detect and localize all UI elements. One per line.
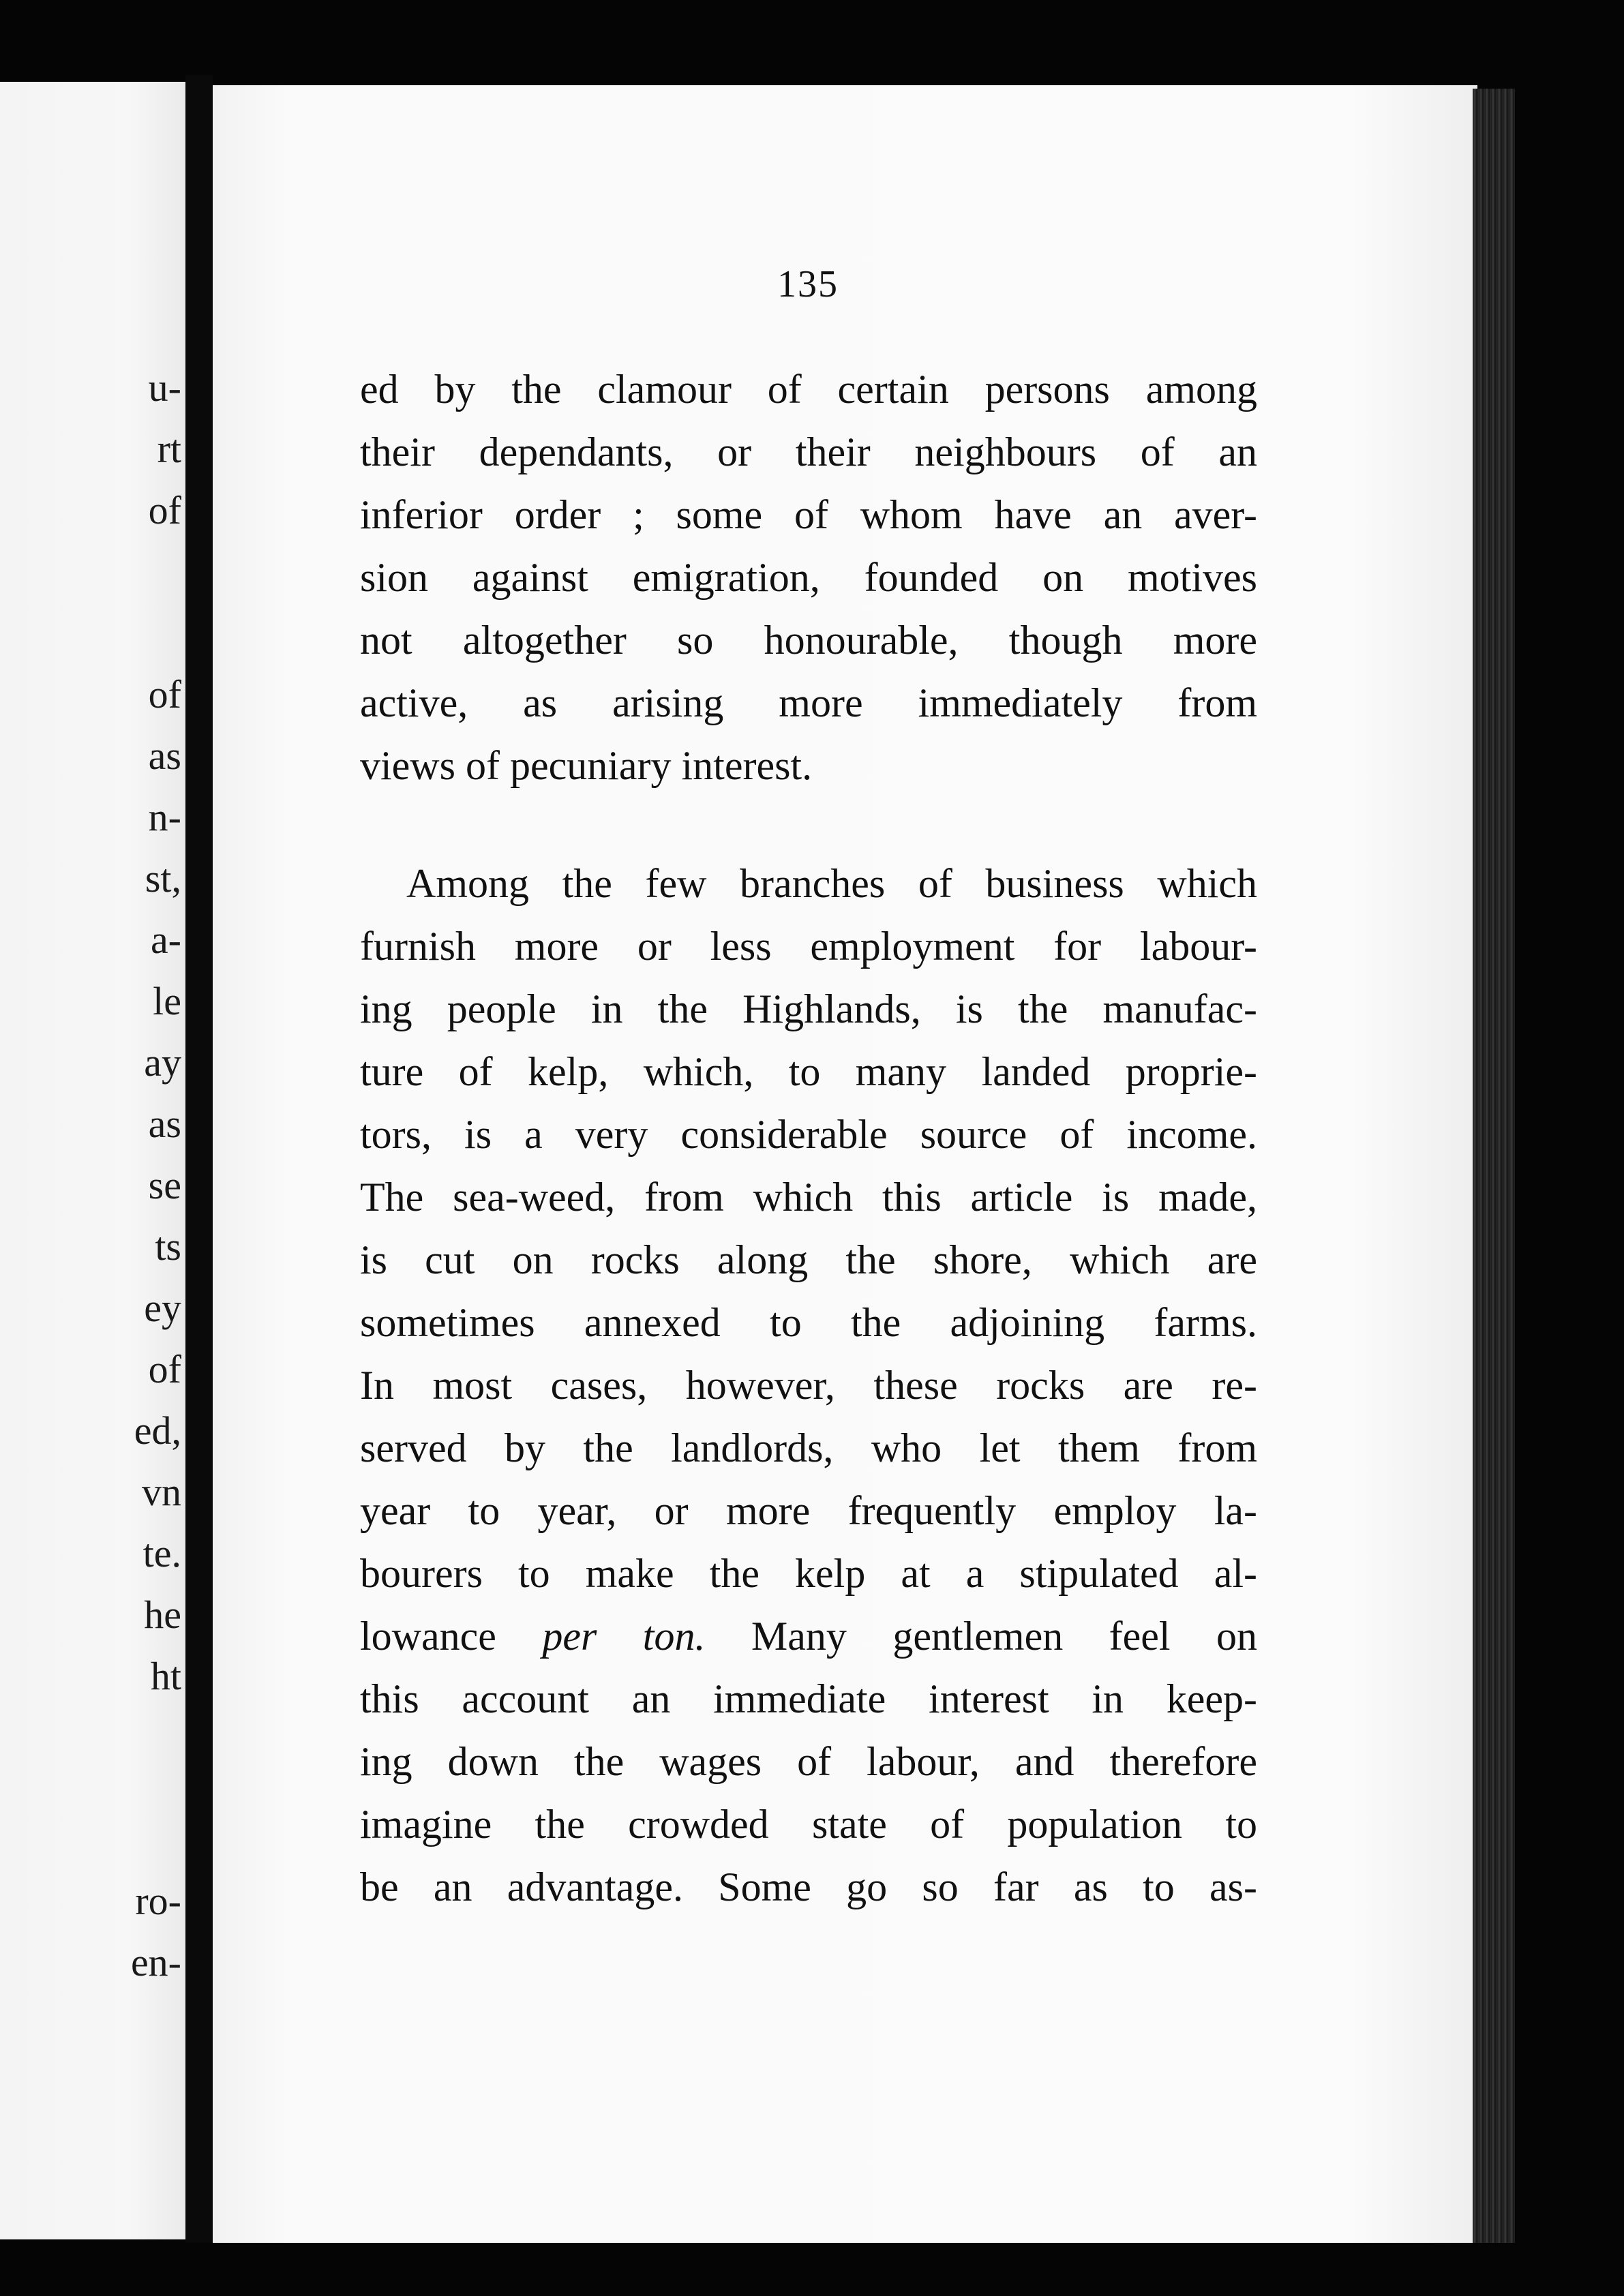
left-page-fragment: of: [148, 672, 181, 716]
paragraph-1: [360, 358, 1257, 797]
text-line: inferior order ; some of whom have an aver-: [360, 492, 1257, 537]
left-page-fragment: ht: [150, 1654, 181, 1698]
text-line: sion against emigration, founded on motives: [360, 555, 1257, 600]
text-fragment: lowance: [360, 1614, 496, 1659]
left-page-fragment: ts: [155, 1224, 181, 1269]
text-line: served by the landlords, who let them from: [360, 1425, 1257, 1470]
left-page-fragment: vn: [142, 1470, 181, 1514]
text-line: this account an immediate interest in keep-: [360, 1676, 1257, 1721]
left-page-fragment: ed,: [134, 1408, 181, 1453]
text-line: Among the few branches of business which: [406, 861, 1257, 906]
text-line: views of pecuniary interest.: [360, 743, 813, 788]
left-page-fragment: te.: [142, 1531, 181, 1575]
scan-background-bottom: [0, 2243, 1624, 2296]
scan-background-right: [1515, 0, 1624, 2296]
left-page-fragment: ay: [144, 1040, 181, 1085]
left-page-fragment: se: [148, 1163, 181, 1207]
text-line: their dependants, or their neighbours of an: [360, 429, 1257, 474]
text-line: furnish more or less employment for labour-: [360, 924, 1257, 969]
left-page-fragment: u-: [148, 365, 181, 410]
text-line: sometimes annexed to the adjoining farms.: [360, 1300, 1257, 1345]
left-page-fragment: he: [144, 1592, 181, 1637]
text-line: imagine the crowded state of population to: [360, 1802, 1257, 1847]
left-page-fragment: rt: [157, 427, 181, 471]
text-line: active, as arising more immediately from: [360, 680, 1257, 725]
left-page-fragment: n-: [148, 795, 181, 839]
left-page-fragment: of: [148, 1347, 181, 1391]
text-line: ed by the clamour of certain persons among: [360, 367, 1257, 412]
left-page-fragment: ro-: [135, 1879, 181, 1923]
paragraph-2: [360, 852, 1257, 1918]
text-line-mixed: [360, 1605, 1257, 1667]
left-page-fragment: ey: [144, 1286, 181, 1330]
text-fragment: Many gentlemen feel on: [751, 1614, 1258, 1659]
text-line: be an advantage. Some go so far as to as-: [360, 1864, 1257, 1909]
page-edges: [1473, 89, 1515, 2243]
italic-phrase: per ton.: [542, 1614, 706, 1659]
book-gutter: [185, 75, 213, 2250]
left-page-fragment: en-: [130, 1940, 181, 1984]
text-line: ing down the wages of labour, and therefore: [360, 1739, 1257, 1784]
left-page-fragment: le: [153, 979, 181, 1023]
text-line: ture of kelp, which, to many landed proprie-: [360, 1049, 1257, 1094]
text-line: The sea-weed, from which this article is made,: [360, 1175, 1257, 1220]
text-line: ing people in the Highlands, is the manufac-: [360, 986, 1257, 1031]
text-line: not altogether so honourable, though more: [360, 618, 1257, 663]
text-line: In most cases, however, these rocks are re-: [360, 1363, 1257, 1408]
left-page-fragment: as: [148, 1102, 181, 1146]
left-page-fragment: of: [148, 488, 181, 532]
page-number: 135: [777, 263, 839, 305]
left-page-fragment: st,: [145, 856, 181, 901]
left-page-fragment: as: [148, 734, 181, 778]
text-line: is cut on rocks along the shore, which are: [360, 1237, 1257, 1282]
text-line: year to year, or more frequently employ la-: [360, 1488, 1257, 1533]
text-line: bourers to make the kelp at a stipulated al-: [360, 1551, 1257, 1596]
text-line: tors, is a very considerable source of income.: [360, 1112, 1257, 1157]
left-page-fragment: a-: [150, 918, 181, 962]
left-facing-page: [0, 82, 185, 2239]
